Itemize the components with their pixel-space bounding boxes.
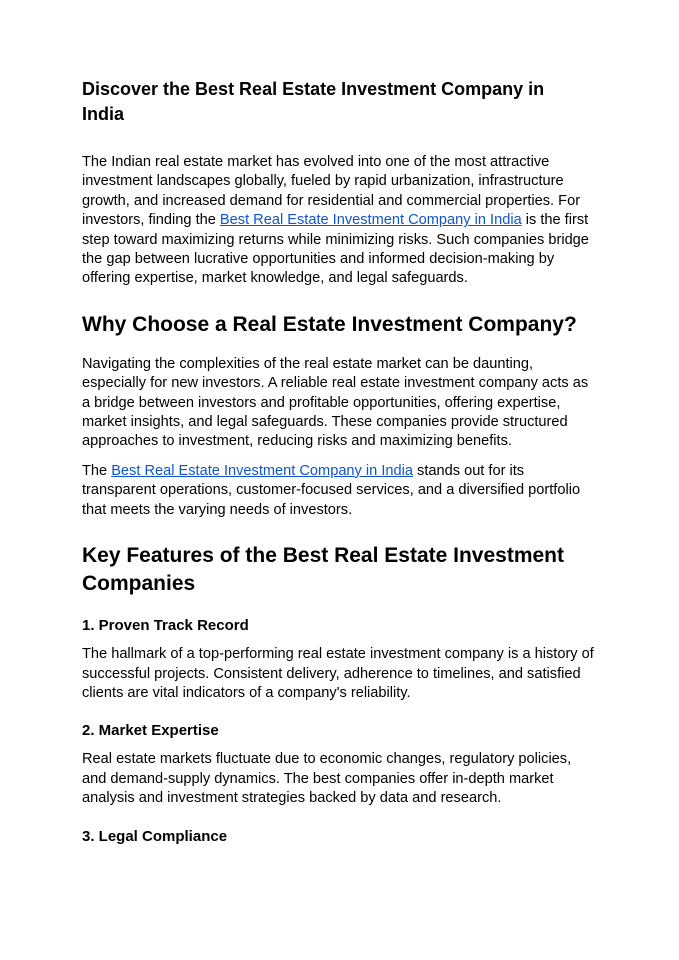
paragraph-text: Navigating the complexities of the real estate market can be daunting, especially for new investors. A reliable real estate investment company acts as a bridge between investors and profitable opportunities, offering expertise, market insights, and legal safeguards. These companies provide structured approaches to investment, reducing risks and maximizing benefits. [82,355,589,450]
subsection-heading-2-market-expertise: 2. Market Expertise [82,722,219,740]
subsection-heading-1-proven-track-record: 1. Proven Track Record [82,617,249,635]
inline-link[interactable]: Best Real Estate Investment Company in India [219,212,522,229]
paragraph-text: The [82,462,112,479]
document-title: Discover the Best Real Estate Investment Company in India [82,79,545,124]
paragraph [82,462,597,520]
paragraph [82,153,597,289]
paragraph-text: The hallmark of a top-performing real estate investment company is a history of successful projects. Consistent delivery, adherence to timelines, and satisfied clients are vital indicators of a company's reliability. [82,646,594,701]
paragraph-text: Real estate markets fluctuate due to economic changes, regulatory policies, and demand-supply dynamics. The best companies offer in-depth market analysis and investment strategies backed by data and research. [82,751,572,807]
inline-link[interactable]: Best Real Estate Investment Company in India [111,462,413,479]
section-heading-why-choose-a-real-estate: Why Choose a Real Estate Investment Company? [82,312,577,336]
paragraph-text: stands out for its transparent operations, customer-focused services, and a diversified portfolio that meets the varying needs of investors. [82,462,581,518]
section-heading-key-features-of-the-best: Key Features of the Best Real Estate Investment Companies [82,544,564,596]
paragraph-text: The Indian real estate market has evolved into one of the most attractive investment landscapes globally, fueled by rapid urbanization, infrastructure growth, and increased demand for residential and commercial properties. For investors, finding the [82,154,581,229]
paragraph [82,355,597,452]
subsection-heading-3-legal-compliance: 3. Legal Compliance [82,827,228,845]
paragraph-text: is the first step toward maximizing returns while minimizing risks. Such companies bridge the gap between lucrative opportunities and informed decision-making by offering expertise, market knowledge, and legal safeguards. [82,212,589,287]
paragraph [82,645,597,703]
paragraph [82,750,597,808]
